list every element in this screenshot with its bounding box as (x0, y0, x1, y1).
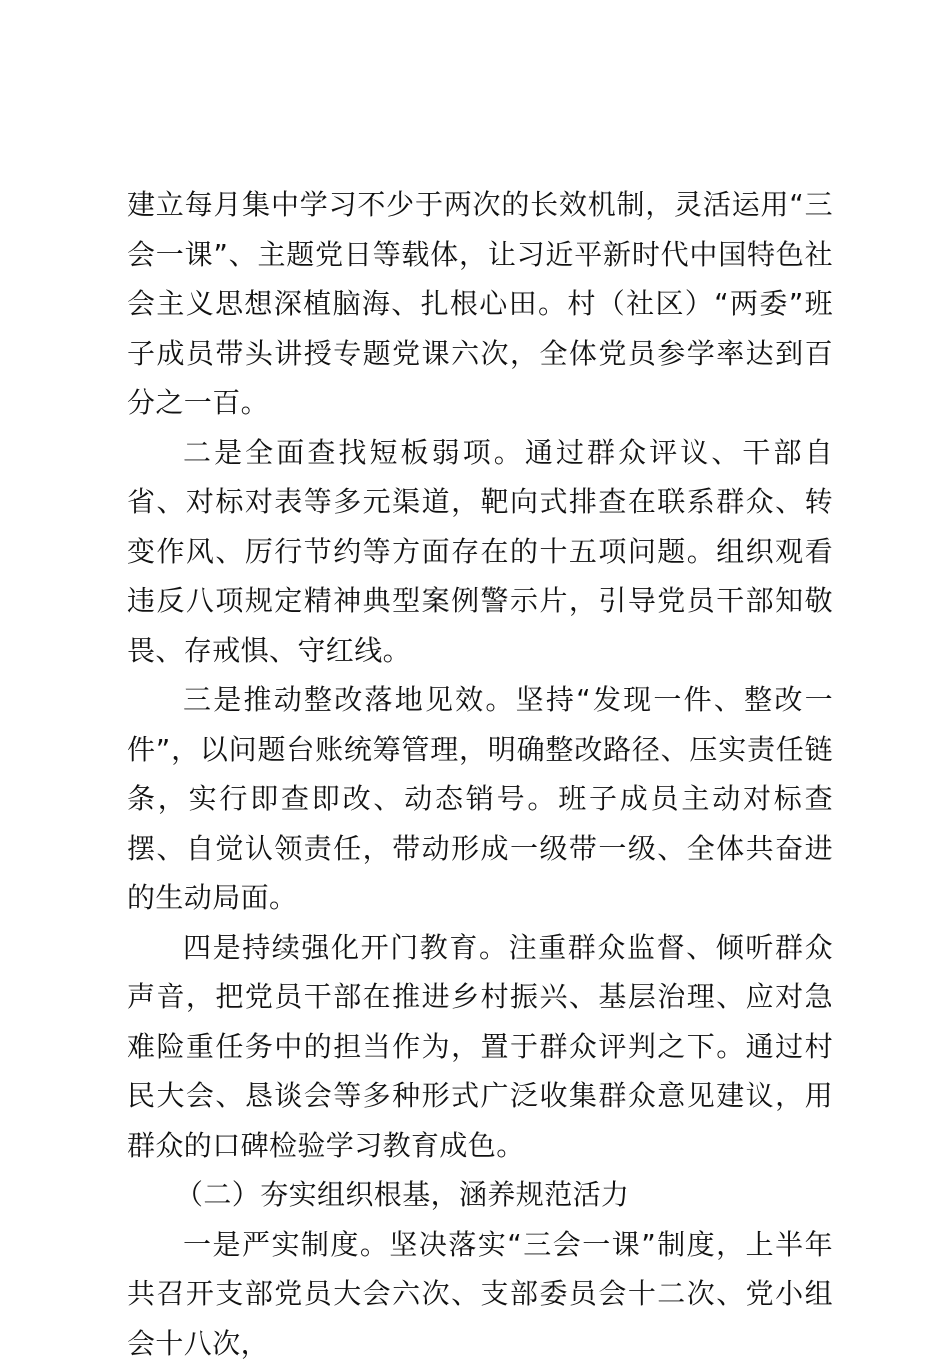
paragraph-strict-system: 一是严实制度。坚决落实“三会一课”制度，上半年共召开支部党员大会六次、支部委员会十二次、党小组会十八次， (127, 1220, 833, 1368)
paragraph-rectification: 三是推动整改落地见效。坚持“发现一件、整改一件”，以问题台账统筹管理，明确整改路径、压实责任链条，实行即查即改、动态销号。班子成员主动对标查摆、自觉认领责任，带动形成一级带一级、全体共奋进的生动局面。 (127, 675, 833, 923)
section-heading-organization: （二）夯实组织根基，涵养规范活力 (127, 1170, 833, 1220)
document-body (127, 180, 833, 1368)
paragraph-open-education: 四是持续强化开门教育。注重群众监督、倾听群众声音，把党员干部在推进乡村振兴、基层治理、应对急难险重任务中的担当作为，置于群众评判之下。通过村民大会、恳谈会等多种形式广泛收集群众意见建议，用群众的口碑检验学习教育成色。 (127, 923, 833, 1171)
paragraph-find-shortcomings: 二是全面查找短板弱项。通过群众评议、干部自省、对标对表等多元渠道，靶向式排查在联系群众、转变作风、厉行节约等方面存在的十五项问题。组织观看违反八项规定精神典型案例警示片，引导党员干部知敬畏、存戒惧、守红线。 (127, 428, 833, 676)
paragraph-study-mechanism: 建立每月集中学习不少于两次的长效机制，灵活运用“三会一课”、主题党日等载体，让习近平新时代中国特色社会主义思想深植脑海、扎根心田。村（社区）“两委”班子成员带头讲授专题党课六次，全体党员参学率达到百分之一百。 (127, 180, 833, 428)
